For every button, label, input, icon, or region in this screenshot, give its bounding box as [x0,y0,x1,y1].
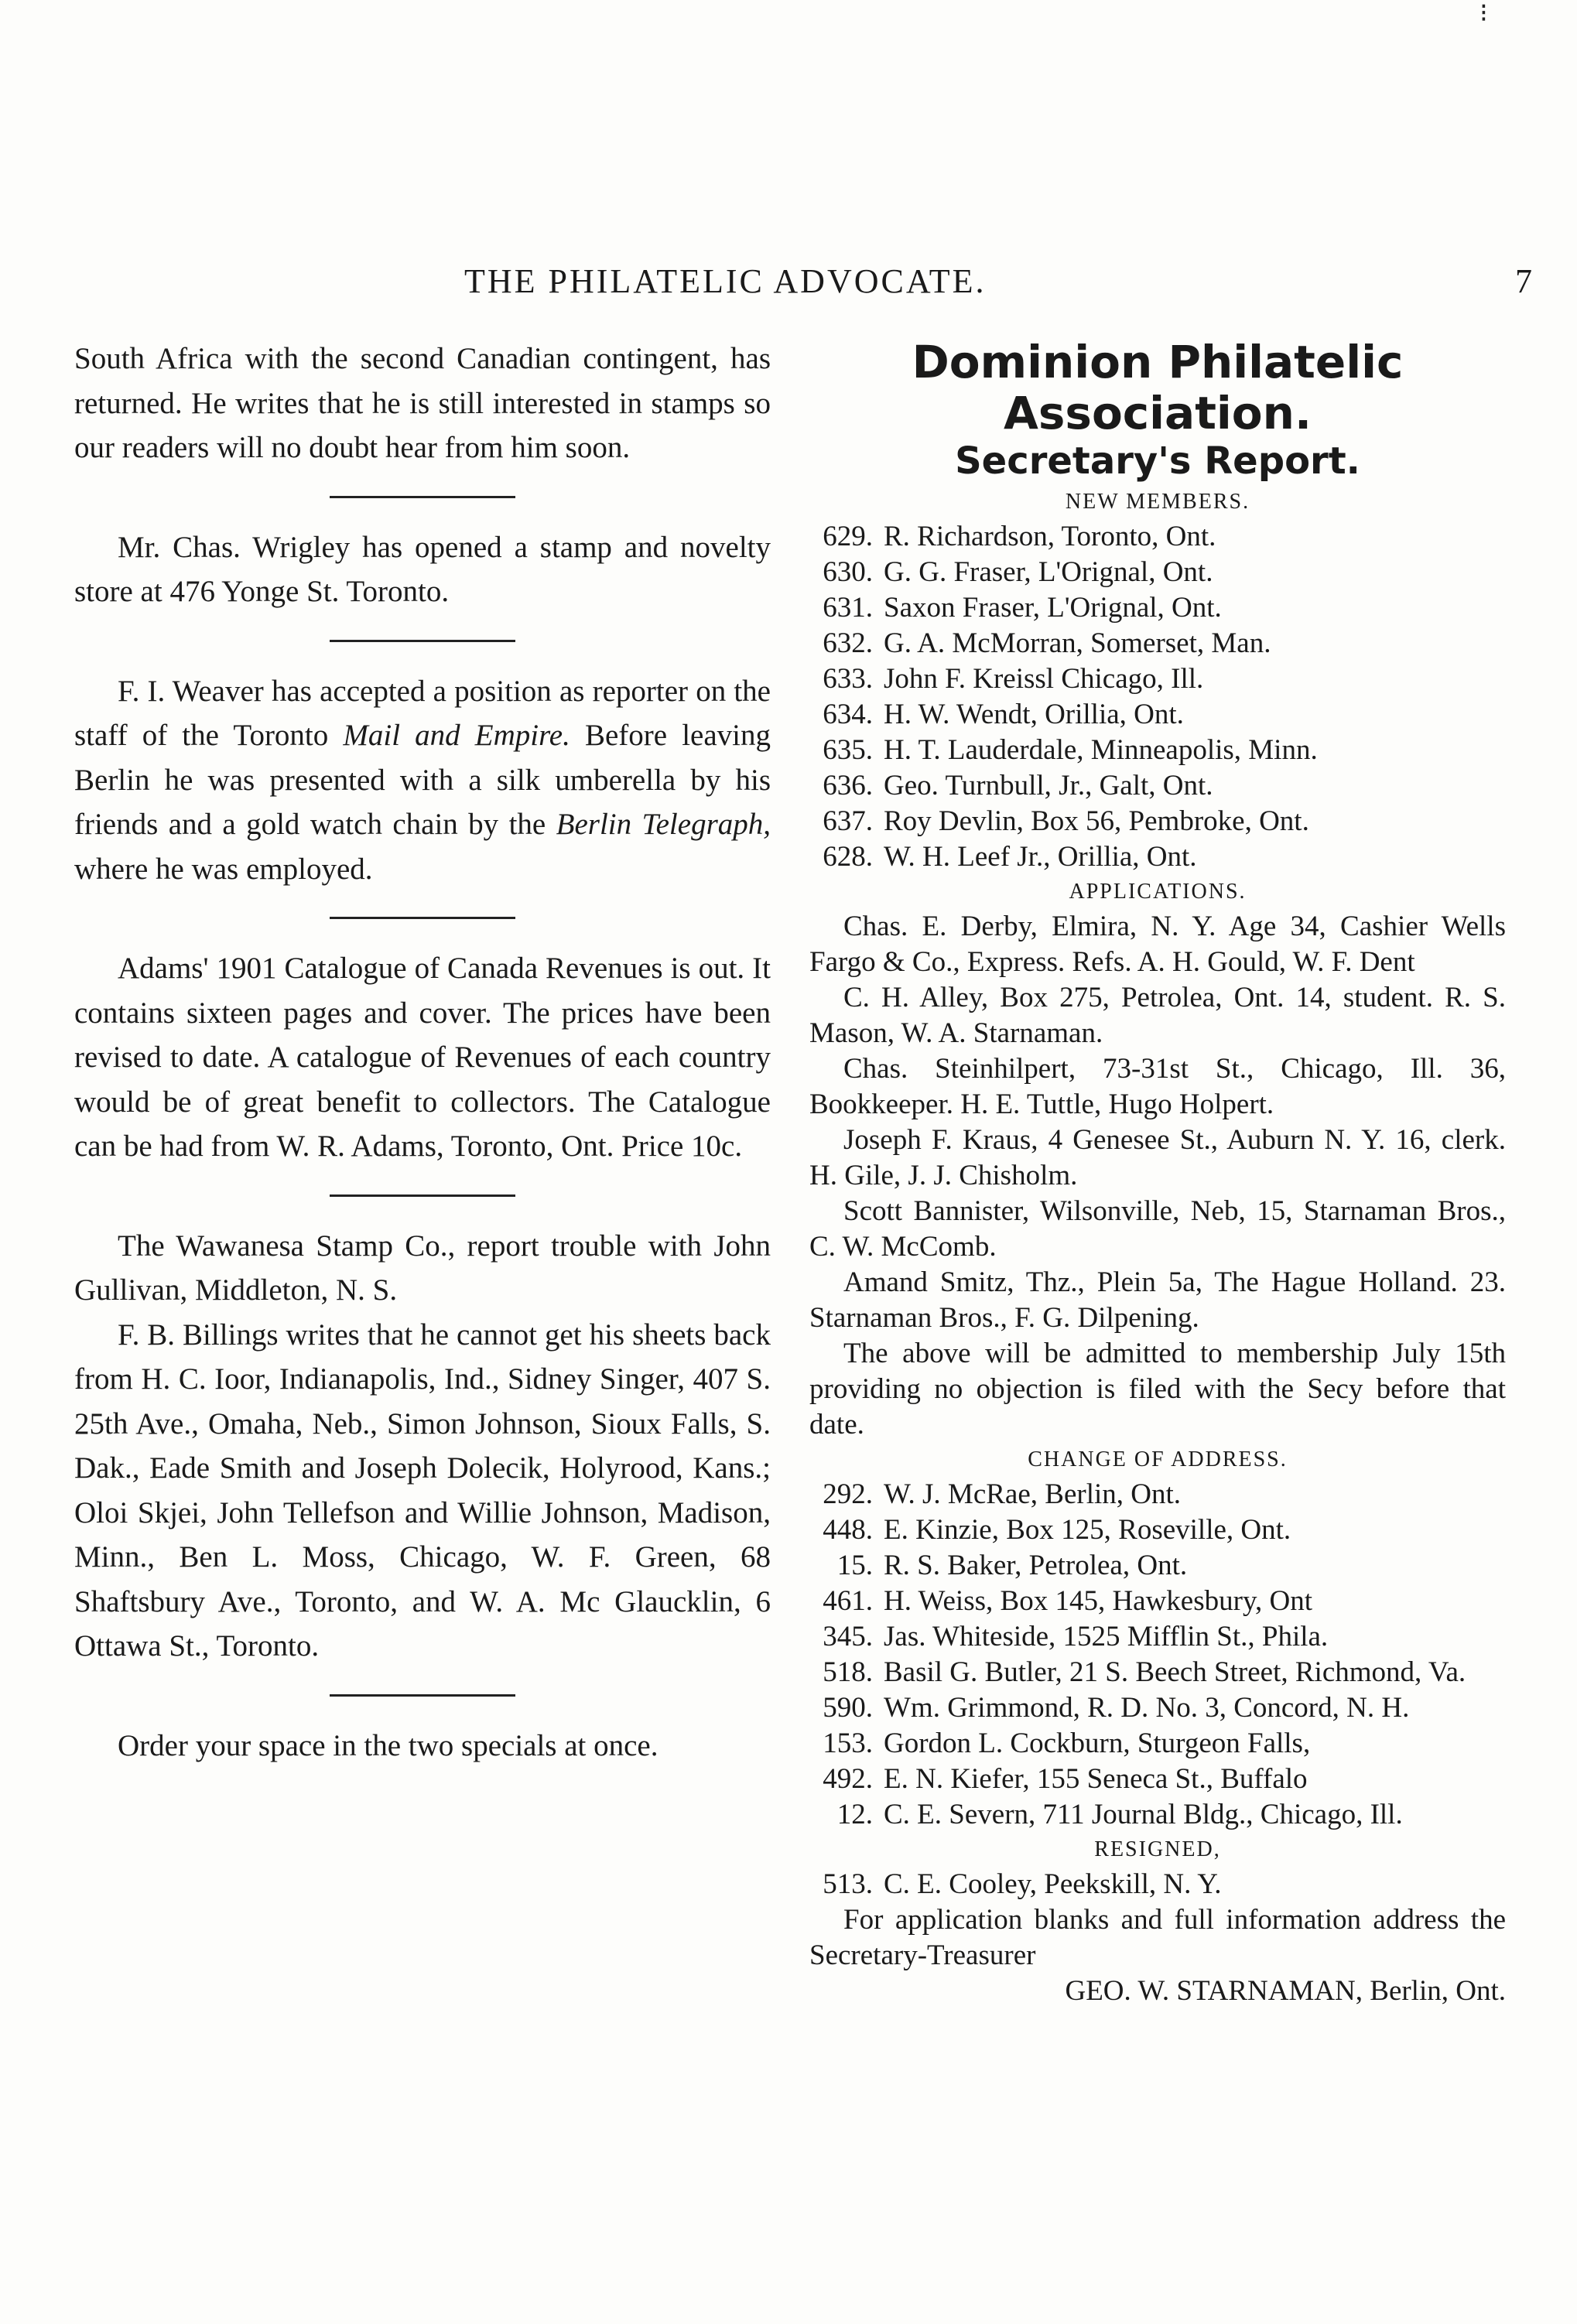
member-number: 635. [823,734,873,766]
list-item [809,1867,1506,1902]
member-entry: Saxon Fraser, L'Orignal, Ont. [884,592,1222,624]
application-entry: C. H. Alley, Box 275, Petrolea, Ont. 14, student. R. S. Mason, W. A. Starnaman. [809,982,1506,1049]
list-item [809,590,1506,626]
closing-note: For application blanks and full information address the Secretary-Treasurer [809,1904,1506,1971]
list-item [809,804,1506,839]
address-entry: W. J. McRae, Berlin, Ont. [884,1478,1182,1510]
paragraph-adams-catalogue: Adams' 1901 Catalogue of Canada Revenues is out. It contains sixteen pages and cover. The prices have been revised to date. A catalogue of Revenues of each country would be of great benefit to collectors. The Catalogue can be had from W. R. Adams, Toronto, Ont. Price 10c. [74,952,771,1163]
divider [330,917,515,919]
member-number: 630. [823,556,873,588]
address-entry: Basil G. Butler, 21 S. Beech Street, Richmond, Va. [884,1656,1466,1688]
member-number: 637. [823,805,873,837]
list-item [809,519,1506,555]
secretary-signature: GEO. W. STARNAMAN, Berlin, Ont. [1065,1975,1506,2007]
page-header [464,261,1532,323]
member-number: 345. [823,1621,873,1652]
divider [330,496,515,498]
divider [330,1194,515,1197]
list-item [809,1655,1506,1690]
address-entry: E. N. Kiefer, 155 Seneca St., Buffalo [884,1763,1308,1795]
resigned-list [809,1867,1506,1902]
list-item [809,1548,1506,1584]
weaver-text-1: F. I. Weaver has accepted a position as reporter on the staff of the Toronto [74,674,771,752]
margin-marks: ⁝ [1480,0,1488,28]
list-item [809,1619,1506,1655]
application-entry: Scott Bannister, Wilsonville, Neb, 15, Starnaman Bros., C. W. McComb. [809,1195,1506,1263]
change-of-address-heading: CHANGE OF ADDRESS. [1028,1447,1288,1471]
paragraph-wawanesa: The Wawanesa Stamp Co., report trouble with John Gullivan, Middleton, N. S. [74,1229,771,1307]
member-number: 634. [823,699,873,730]
address-entry: E. Kinzie, Box 125, Roseville, Ont. [884,1514,1291,1546]
member-number: 292. [823,1478,873,1510]
member-number: 629. [823,521,873,552]
member-number: 492. [823,1763,873,1795]
new-members-heading: NEW MEMBERS. [1065,490,1250,514]
list-item [809,555,1506,590]
application-entry: Chas. E. Derby, Elmira, N. Y. Age 34, Cashier Wells Fargo & Co., Express. Refs. A. H. Gould, W. F. Dent [809,911,1506,978]
list-item [809,733,1506,768]
member-number: 461. [823,1585,873,1617]
application-entry: Chas. Steinhilpert, 73-31st St., Chicago, Ill. 36, Bookkeeper. H. E. Tuttle, Hugo Holpert. [809,1053,1506,1120]
list-item [809,1584,1506,1619]
member-entry: G. G. Fraser, L'Orignal, Ont. [884,556,1213,588]
address-entry: Wm. Grimmond, R. D. No. 3, Concord, N. H. [884,1692,1410,1724]
member-number: 153. [823,1728,873,1759]
member-number: 633. [823,663,873,695]
member-entry: Roy Devlin, Box 56, Pembroke, Ont. [884,805,1309,837]
member-entry: W. H. Leef Jr., Orillia, Ont. [884,841,1197,873]
application-entry: Joseph F. Kraus, 4 Genesee St., Auburn N. Y. 16, clerk. H. Gile, J. J. Chisholm. [809,1124,1506,1191]
member-number: 636. [823,770,873,801]
weaver-text-3: where he was employed. [74,852,373,886]
weaver-text-2: Before leaving Berlin he was presented with a silk umberella by his friends and a gold watch chain by the [74,719,771,841]
list-item [809,1477,1506,1512]
address-entry: Gordon L. Cockburn, Sturgeon Falls, [884,1728,1311,1759]
list-item [809,1726,1506,1762]
right-column [809,337,1506,2009]
member-number: 628. [823,841,873,873]
member-number: 12. [836,1799,873,1830]
address-entry: R. S. Baker, Petrolea, Ont. [884,1550,1188,1581]
association-title: Dominion Philatelic [912,336,1404,388]
address-entry: Jas. Whiteside, 1525 Mifflin St., Phila. [884,1621,1329,1652]
member-entry: H. T. Lauderdale, Minneapolis, Minn. [884,734,1318,766]
paragraph-order-space: Order your space in the two specials at once. [118,1728,659,1762]
divider [330,1694,515,1697]
member-number: 632. [823,627,873,659]
left-column [74,337,771,1768]
member-number: 590. [823,1692,873,1724]
divider [330,640,515,642]
member-number: 513. [823,1868,873,1900]
newspaper-title: Berlin Telegraph, [556,808,771,841]
paragraph-wrigley: Mr. Chas. Wrigley has opened a stamp and novelty store at 476 Yonge St. Toronto. [74,530,771,608]
member-number: 448. [823,1514,873,1546]
address-entry: C. E. Severn, 711 Journal Bldg., Chicago, Ill. [884,1799,1403,1830]
list-item [809,1762,1506,1797]
list-item [809,768,1506,804]
list-item [809,1690,1506,1726]
newspaper-title: Mail and Empire. [343,719,570,752]
member-entry: H. W. Wendt, Orillia, Ont. [884,699,1184,730]
member-entry: R. Richardson, Toronto, Ont. [884,521,1216,552]
list-item [809,1797,1506,1833]
paragraph-billings: F. B. Billings writes that he cannot get his sheets back from H. C. Ioor, Indianapolis, Ind., Sidney Singer, 407 S. 25th Ave., Omaha, Neb., Simon Johnson, Sioux Falls, S. Dak., Eade Smith and Joseph Dolecik, Holyrood, Kans.; Oloi Skjei, John Tellefson and Willie Johnson, Madison, Minn., Ben L. Moss, Chicago, W. F. Green, 68 Shaftsbury Ave., Toronto, and W. A. Mc Glaucklin, 6 Ottawa St., Toronto. [74,1318,771,1663]
list-item [809,697,1506,733]
member-entry: G. A. McMorran, Somerset, Man. [884,627,1271,659]
admission-note: The above will be admitted to membership July 15th providing no objection is filed with the Secy before that date. [809,1338,1506,1441]
member-entry: John F. Kreissl Chicago, Ill. [884,663,1204,695]
resigned-entry: C. E. Cooley, Peekskill, N. Y. [884,1868,1222,1900]
page-number: 7 [1515,262,1532,300]
report-title: Secretary's Report. [955,439,1360,483]
member-number: 631. [823,592,873,624]
list-item [809,661,1506,697]
change-of-address-list [809,1477,1506,1833]
paragraph-south-africa: South Africa with the second Canadian contingent, has returned. He writes that he is still interested in stamps so our readers will no doubt hear from him soon. [74,342,771,464]
member-number: 15. [836,1550,873,1581]
application-entry: Amand Smitz, Thz., Plein 5a, The Hague Holland. 23. Starnaman Bros., F. G. Dilpening. [809,1266,1506,1334]
list-item [809,626,1506,661]
running-title: THE PHILATELIC ADVOCATE. [464,262,987,300]
new-members-list [809,519,1506,875]
paragraph-weaver [74,669,771,892]
applications-heading: APPLICATIONS. [1069,880,1247,904]
address-entry: H. Weiss, Box 145, Hawkesbury, Ont [884,1585,1313,1617]
list-item [809,839,1506,875]
association-title-line2: Association. [1004,387,1312,439]
member-number: 518. [823,1656,873,1688]
member-entry: Geo. Turnbull, Jr., Galt, Ont. [884,770,1213,801]
list-item [809,1512,1506,1548]
resigned-heading: RESIGNED, [1094,1837,1221,1861]
